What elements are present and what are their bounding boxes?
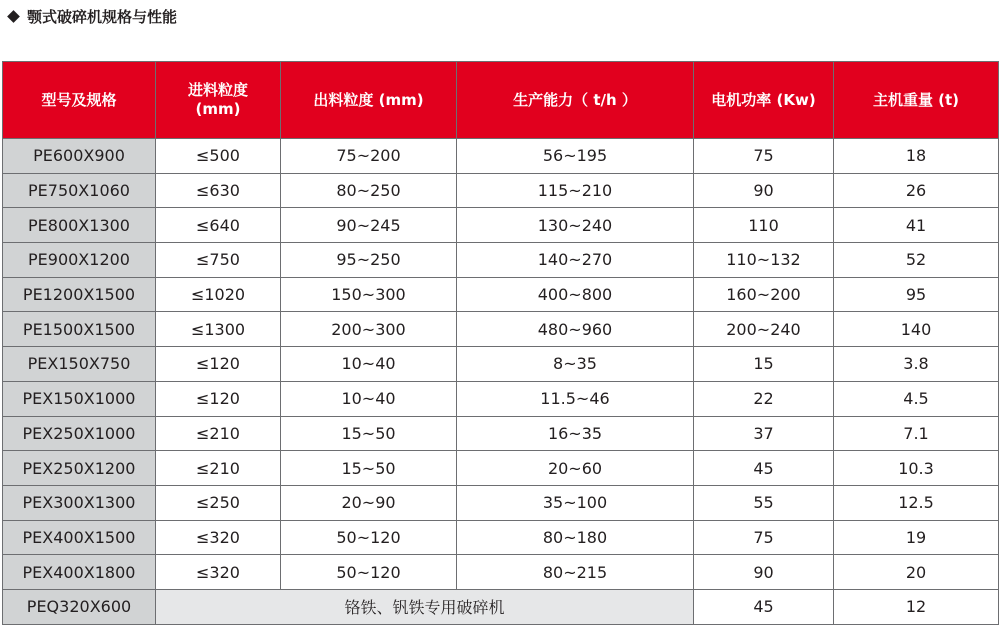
cell-model: PE1500X1500	[3, 312, 156, 347]
diamond-bullet-icon	[7, 10, 20, 23]
cell-capacity: 56~195	[457, 139, 694, 174]
cell-output-size: 150~300	[281, 277, 457, 312]
cell-model: PE800X1300	[3, 208, 156, 243]
cell-note-merged: 铬铁、钒铁专用破碎机	[156, 589, 694, 624]
cell-weight: 41	[834, 208, 999, 243]
cell-capacity: 115~210	[457, 173, 694, 208]
table-row	[3, 485, 999, 520]
cell-weight: 4.5	[834, 381, 999, 416]
table-row	[3, 416, 999, 451]
cell-weight: 12	[834, 589, 999, 624]
cell-capacity: 400~800	[457, 277, 694, 312]
cell-output-size: 90~245	[281, 208, 457, 243]
cell-model: PEX250X1000	[3, 416, 156, 451]
section-title: 颚式破碎机规格与性能	[27, 7, 178, 26]
cell-model: PE600X900	[3, 139, 156, 174]
cell-capacity: 140~270	[457, 243, 694, 278]
cell-motor-power: 200~240	[694, 312, 834, 347]
cell-output-size: 75~200	[281, 139, 457, 174]
cell-feed-size: ≤500	[156, 139, 281, 174]
cell-motor-power: 160~200	[694, 277, 834, 312]
cell-feed-size: ≤1300	[156, 312, 281, 347]
cell-capacity: 8~35	[457, 347, 694, 382]
cell-weight: 7.1	[834, 416, 999, 451]
table-row	[3, 139, 999, 174]
header-output-size: 出料粒度 (mm)	[281, 62, 457, 139]
cell-capacity: 11.5~46	[457, 381, 694, 416]
cell-output-size: 95~250	[281, 243, 457, 278]
cell-feed-size: ≤210	[156, 416, 281, 451]
table-row	[3, 173, 999, 208]
cell-model: PEX250X1200	[3, 451, 156, 486]
cell-model: PEX300X1300	[3, 485, 156, 520]
cell-motor-power: 45	[694, 589, 834, 624]
cell-motor-power: 22	[694, 381, 834, 416]
cell-model: PEX400X1800	[3, 555, 156, 590]
cell-model: PEX400X1500	[3, 520, 156, 555]
cell-output-size: 10~40	[281, 381, 457, 416]
header-capacity: 生产能力（ t/h ）	[457, 62, 694, 139]
cell-output-size: 20~90	[281, 485, 457, 520]
cell-model: PE900X1200	[3, 243, 156, 278]
cell-feed-size: ≤320	[156, 520, 281, 555]
cell-capacity: 80~180	[457, 520, 694, 555]
header-feed-size: 进料粒度 (mm)	[156, 62, 281, 139]
cell-model: PE750X1060	[3, 173, 156, 208]
cell-feed-size: ≤120	[156, 381, 281, 416]
cell-motor-power: 75	[694, 139, 834, 174]
table-body	[3, 139, 999, 625]
header-weight: 主机重量 (t)	[834, 62, 999, 139]
cell-weight: 3.8	[834, 347, 999, 382]
cell-motor-power: 110~132	[694, 243, 834, 278]
cell-capacity: 80~215	[457, 555, 694, 590]
cell-motor-power: 15	[694, 347, 834, 382]
cell-weight: 26	[834, 173, 999, 208]
cell-feed-size: ≤1020	[156, 277, 281, 312]
cell-model: PEQ320X600	[3, 589, 156, 624]
table-row	[3, 347, 999, 382]
table-row	[3, 381, 999, 416]
table-row	[3, 555, 999, 590]
cell-capacity: 480~960	[457, 312, 694, 347]
cell-weight: 10.3	[834, 451, 999, 486]
cell-feed-size: ≤750	[156, 243, 281, 278]
cell-capacity: 130~240	[457, 208, 694, 243]
cell-weight: 140	[834, 312, 999, 347]
cell-weight: 12.5	[834, 485, 999, 520]
cell-output-size: 50~120	[281, 555, 457, 590]
table-row	[3, 277, 999, 312]
cell-feed-size: ≤630	[156, 173, 281, 208]
table-row	[3, 243, 999, 278]
cell-model: PEX150X750	[3, 347, 156, 382]
header-model: 型号及规格	[3, 62, 156, 139]
table-row	[3, 520, 999, 555]
cell-weight: 95	[834, 277, 999, 312]
cell-feed-size: ≤120	[156, 347, 281, 382]
cell-feed-size: ≤250	[156, 485, 281, 520]
table-row	[3, 589, 999, 624]
cell-model: PE1200X1500	[3, 277, 156, 312]
cell-output-size: 80~250	[281, 173, 457, 208]
cell-weight: 20	[834, 555, 999, 590]
spec-table	[2, 61, 999, 625]
table-row	[3, 208, 999, 243]
cell-motor-power: 90	[694, 173, 834, 208]
cell-weight: 52	[834, 243, 999, 278]
cell-feed-size: ≤640	[156, 208, 281, 243]
cell-motor-power: 90	[694, 555, 834, 590]
cell-feed-size: ≤320	[156, 555, 281, 590]
cell-capacity: 35~100	[457, 485, 694, 520]
cell-weight: 19	[834, 520, 999, 555]
cell-motor-power: 45	[694, 451, 834, 486]
cell-motor-power: 55	[694, 485, 834, 520]
header-motor-power: 电机功率 (Kw)	[694, 62, 834, 139]
cell-capacity: 16~35	[457, 416, 694, 451]
table-row	[3, 312, 999, 347]
cell-output-size: 200~300	[281, 312, 457, 347]
cell-output-size: 10~40	[281, 347, 457, 382]
cell-capacity: 20~60	[457, 451, 694, 486]
cell-feed-size: ≤210	[156, 451, 281, 486]
cell-output-size: 15~50	[281, 416, 457, 451]
cell-weight: 18	[834, 139, 999, 174]
cell-motor-power: 110	[694, 208, 834, 243]
cell-output-size: 15~50	[281, 451, 457, 486]
cell-output-size: 50~120	[281, 520, 457, 555]
cell-motor-power: 75	[694, 520, 834, 555]
table-row	[3, 451, 999, 486]
table-header-row	[3, 62, 999, 139]
cell-motor-power: 37	[694, 416, 834, 451]
section-heading	[6, 4, 177, 28]
cell-model: PEX150X1000	[3, 381, 156, 416]
